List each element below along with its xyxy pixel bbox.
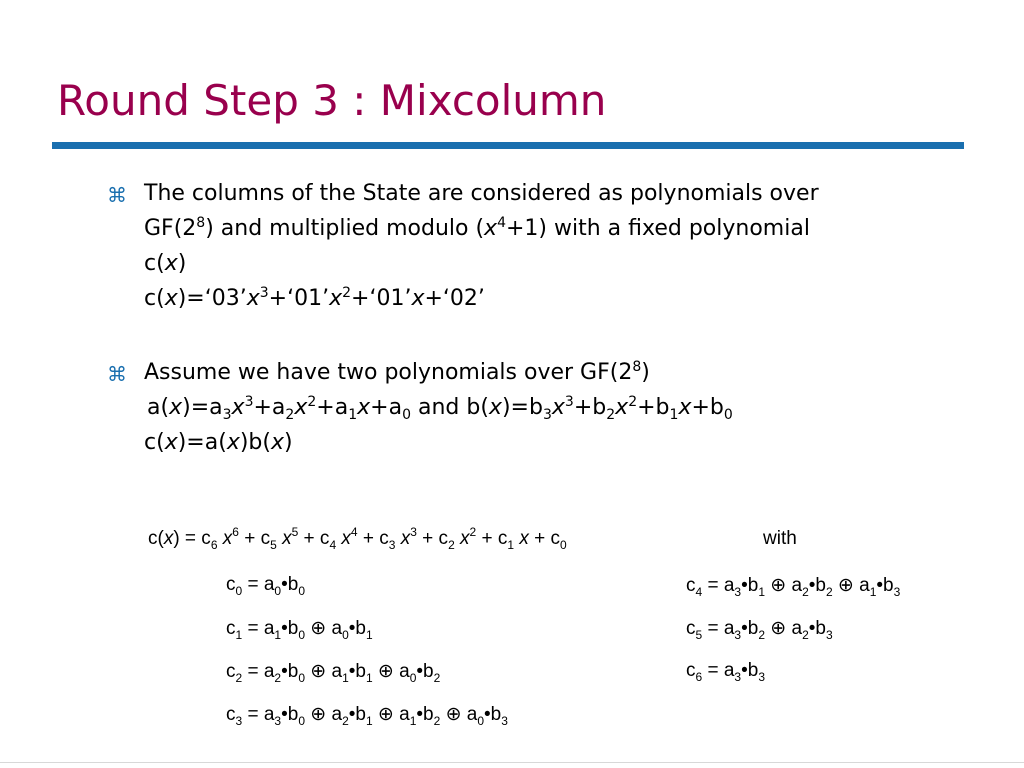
- formula-c4: $c_4$ = $a_3•b_1$ ⊕ $a_2•b_2$ ⊕ $a_1•b_3$: [686, 575, 901, 599]
- slide-title: Round Step 3 : Mixcolumn: [57, 76, 607, 125]
- bullet2-c-def: c(x)=a(x)b(x): [144, 430, 293, 455]
- bullet-icon: ⌘: [107, 362, 127, 386]
- title-rule: [52, 142, 964, 149]
- bullet1-line2: $GF(2^8)$ and multiplied modulo $(x^4+1)$ with a fixed polynomial: [144, 215, 810, 241]
- bullet1-line1: The columns of the State are considered as polynomials over: [144, 181, 819, 206]
- formula-c1: $c_1$ = $a_1•b_0$ ⊕ $a_0•b_1$: [226, 618, 373, 642]
- bullet2-line1: Assume we have two polynomials over $GF(2^8)$: [144, 359, 650, 385]
- bullet1-line3: c(x): [144, 251, 187, 276]
- formula-cx: $c(x) = c_6$ $x^6 + c_5$ $x^5 + c_4$ $x^4 + c_3$ $x^3 + c_2$ $x^2 + c_1$ $x + c_0$: [148, 525, 567, 552]
- formula-c3: $c_3$ = $a_3•b_0$ ⊕ $a_2•b_1$ ⊕ $a_1•b_2$ ⊕ $a_0•b_3$: [226, 704, 508, 728]
- bullet-icon: ⌘: [107, 183, 127, 207]
- bullet1-equation: $c(x)=‘03’x^3+‘01’x^2+‘01’x+‘02$’: [144, 285, 485, 311]
- bullet2-text: [144, 355, 733, 460]
- bullet1-text: [144, 176, 819, 316]
- formula-c6: $c_6$ = $a_3•b_3$: [686, 660, 766, 684]
- bullet2-a-b-defs: $a(x)=a_3x^3+a_2x^2+a_1x+a_0$ and $b(x)=b_3x^3+b_2x^2+b_1x+b_0$: [147, 394, 733, 423]
- formula-c2: $c_2$ = $a_2•b_0$ ⊕ $a_1•b_1$ ⊕ $a_0•b_2$: [226, 661, 441, 685]
- formula-c5: $c_5$ = $a_3•b_2$ ⊕ $a_2•b_3$: [686, 618, 833, 642]
- footer-divider: [0, 762, 1024, 763]
- formula-c0: $c_0$ = $a_0•b_0$: [226, 574, 306, 598]
- formula-with: with: [763, 528, 797, 549]
